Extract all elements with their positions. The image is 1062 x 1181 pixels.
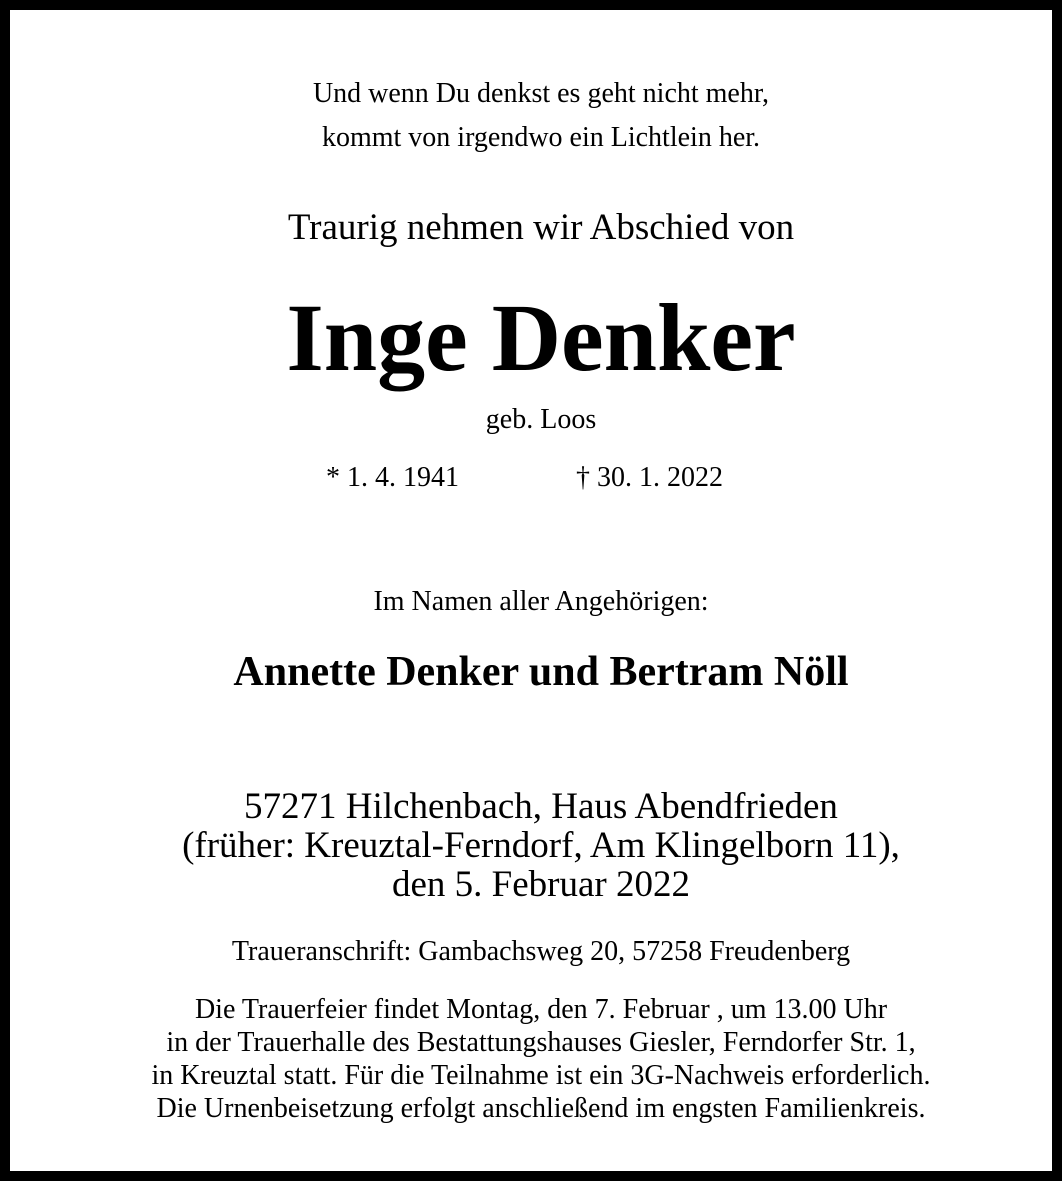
motto-line-1: Und wenn Du denkst es geht nicht mehr,	[312, 78, 770, 109]
birth-name: geb. Loos	[485, 404, 597, 435]
farewell-intro: Traurig nehmen wir Abschied von	[287, 207, 795, 248]
place-date-line-3: den 5. Februar 2022	[392, 864, 690, 905]
ceremony-line-4: Die Urnenbeisetzung erfolgt anschließend im engsten Familienkreis.	[156, 1093, 926, 1124]
ceremony-line-2: in der Trauerhalle des Bestattungshauses Giesler, Ferndorfer Str. 1,	[166, 1027, 916, 1058]
ceremony-line-3: in Kreuztal statt. Für die Teilnahme ist ein 3G-Nachweis erforderlich.	[151, 1060, 931, 1091]
place-line-2: (früher: Kreuztal-Ferndorf, Am Klingelborn 11),	[182, 825, 900, 866]
ceremony-line-1: Die Trauerfeier findet Montag, den 7. Februar , um 13.00 Uhr	[194, 994, 888, 1025]
birth-date: * 1. 4. 1941	[326, 462, 459, 493]
deceased-name: Inge Denker	[286, 284, 796, 391]
mourning-address: Traueranschrift: Gambachsweg 20, 57258 Freudenberg	[231, 936, 851, 967]
motto-line-2: kommt von irgendwo ein Lichtlein her.	[321, 122, 761, 153]
mourners-names: Annette Denker und Bertram Nöll	[233, 649, 849, 695]
death-date: † 30. 1. 2022	[576, 462, 723, 493]
mourners-intro: Im Namen aller Angehörigen:	[373, 586, 709, 617]
obituary-notice	[20, 20, 1062, 1181]
place-line-1: 57271 Hilchenbach, Haus Abendfrieden	[244, 786, 838, 827]
